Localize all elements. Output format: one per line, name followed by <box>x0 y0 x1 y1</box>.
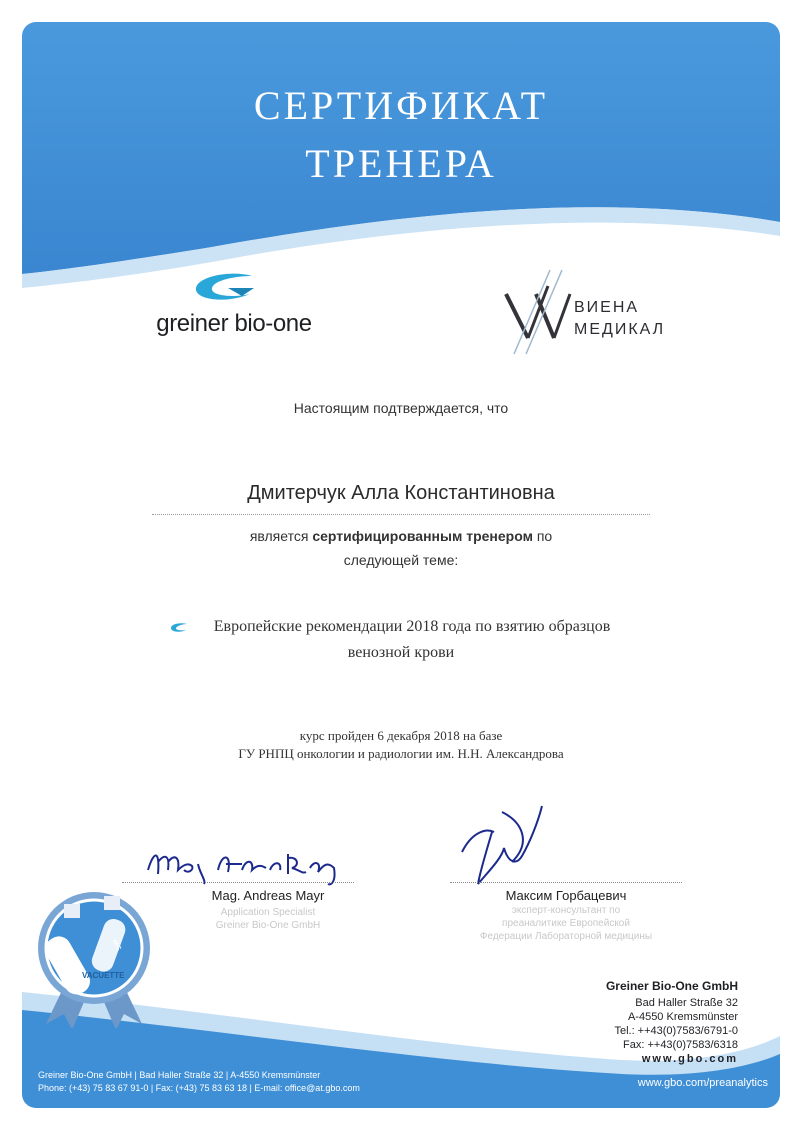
signature-line-right <box>450 882 682 883</box>
certificate-title-line1: СЕРТИФИКАТ <box>253 83 549 128</box>
intro-text: Настоящим подтверждается, что <box>293 400 509 416</box>
greiner-logo <box>134 272 334 352</box>
address-tel: Tel.: ++43(0)7583/6791-0 <box>614 1025 738 1037</box>
role-suffix: по <box>536 528 553 544</box>
greiner-logo-text: greiner bio-one <box>156 310 312 337</box>
address-fax: Fax: ++43(0)7583/6318 <box>623 1039 738 1051</box>
course-line1: курс пройден 6 декабря 2018 на базе <box>299 728 503 743</box>
signer-left-name: Mag. Andreas Mayr <box>211 888 325 903</box>
topic-line1: Европейские рекомендации 2018 года по взятию образцов <box>213 618 611 635</box>
address-street: Bad Haller Straße 32 <box>635 997 738 1009</box>
footer-address-line2: Phone: (+43) 75 83 67 91-0 | Fax: (+43) 75 83 63 18 | E-mail: office@at.gbo.com <box>38 1083 360 1093</box>
name-underline <box>152 514 650 515</box>
certificate-sheet <box>22 22 780 1108</box>
role-bold: сертифицированным тренером <box>312 528 533 544</box>
person-name: Дмитерчук Алла Константиновна <box>247 482 555 504</box>
signer-right-line3: Федерации Лабораторной медицины <box>479 931 653 942</box>
role-line2: следующей теме: <box>343 552 459 568</box>
address-company: Greiner Bio-One GmbH <box>605 979 738 993</box>
signer-right-line2: преаналитике Европейской <box>502 918 630 929</box>
address-city: A-4550 Kremsmünster <box>627 1011 738 1023</box>
course-line2: ГУ РНПЦ онкологии и радиологии им. Н.Н. Александрова <box>238 746 564 761</box>
signer-left-org: Greiner Bio-One GmbH <box>215 920 321 931</box>
address-web: www.gbo.com <box>641 1053 738 1065</box>
signer-right-line1: эксперт-консультант по <box>511 905 621 916</box>
vacuette-badge-icon <box>28 878 168 1028</box>
badge-label-small: VAC <box>110 938 122 952</box>
footer-address-line1: Greiner Bio-One GmbH | Bad Haller Straße 32 | A-4550 Kremsmünster <box>38 1070 321 1080</box>
topic-line2: венозной крови <box>347 644 455 661</box>
vm-monogram-icon <box>500 266 580 356</box>
certificate-title-line2: ТРЕНЕРА <box>305 141 497 186</box>
viena-logo-line1: ВИЕНА <box>574 299 640 316</box>
viena-logo-line2: МЕДИКАЛ <box>574 321 666 338</box>
viena-medikal-logo <box>500 266 700 356</box>
role-prefix: является <box>249 528 309 544</box>
signer-right-name: Максим Горбацевич <box>505 888 627 903</box>
signer-left-title: Application Specialist <box>220 907 316 918</box>
role-line <box>22 528 780 544</box>
footer-website: www.gbo.com/preanalytics <box>637 1077 768 1089</box>
signature-gorbatsevich-image <box>442 792 562 892</box>
topic-bullet-icon <box>170 623 188 633</box>
badge-label: VACUETTE <box>82 971 125 980</box>
greiner-swoosh-icon <box>192 272 258 306</box>
